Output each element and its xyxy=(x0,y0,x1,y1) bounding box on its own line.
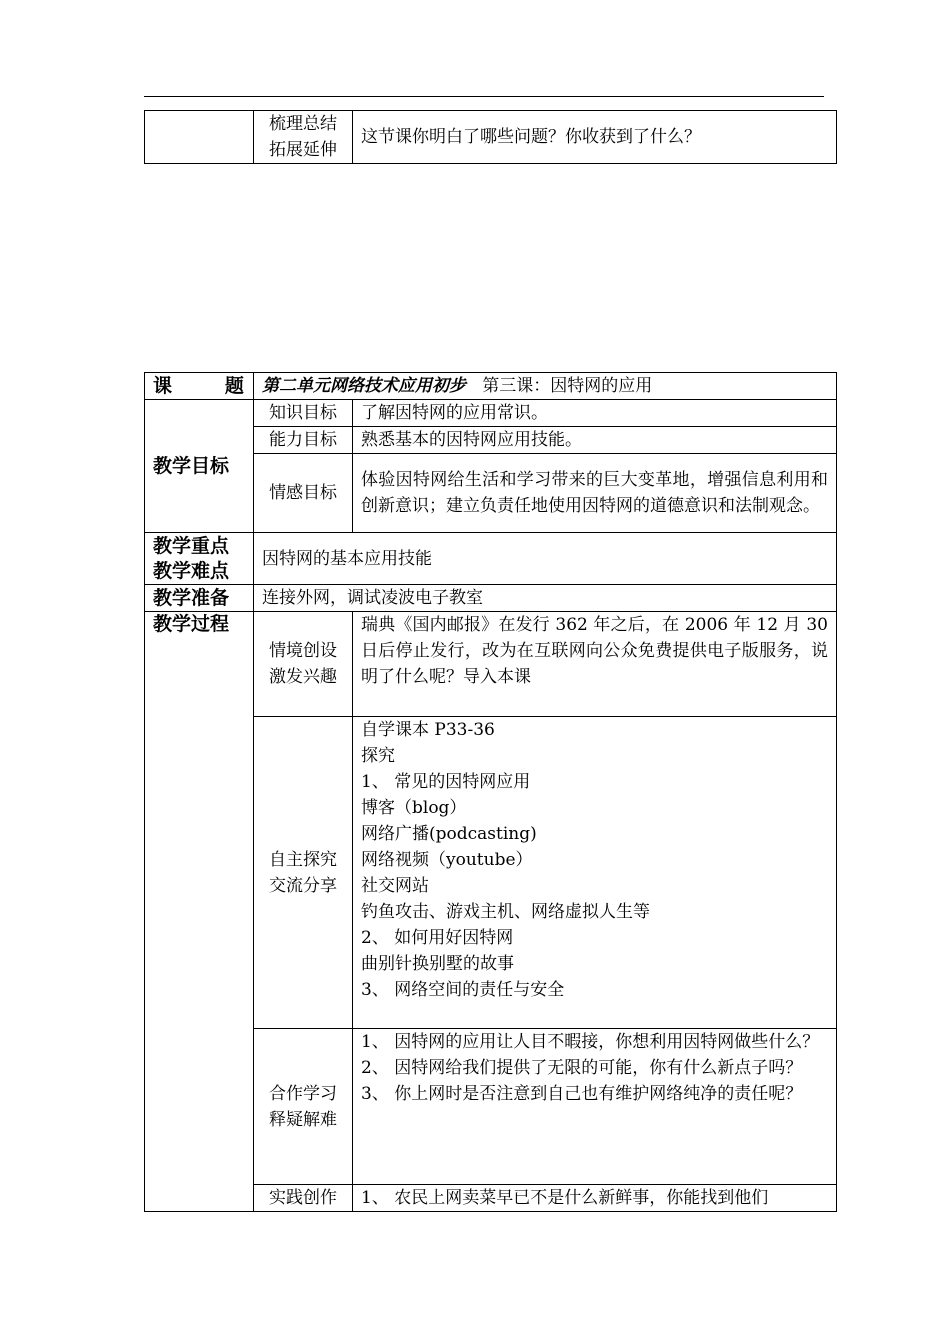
stage2-label-line1: 自主探究 xyxy=(269,849,337,870)
goal-text-emotion: 体验因特网给生活和学习带来的巨大变革地，增强信息利用和创新意识；建立负责任地使用因特网的道德意识和法制观念。 xyxy=(353,454,837,533)
stage1-label-line1: 情境创设 xyxy=(269,641,337,661)
lesson-title: 第三课：因特网的应用 xyxy=(482,376,653,396)
key-row xyxy=(145,533,837,585)
stage2-line: 钓鱼攻击、游戏主机、网络虚拟人生等 xyxy=(361,902,650,922)
stage1-text: 瑞典《国内邮报》在发行 362 年之后，在 2006 年 12 月 30 日后停止发行，改为在互联网向公众免费提供电子版服务，说明了什么呢？导入本课 xyxy=(353,612,837,717)
stage3-item: 1、 因特网的应用让人目不暇接，你想利用因特网做些什么？ xyxy=(361,1032,820,1052)
stage2-line: 网络广播(podcasting) xyxy=(361,824,537,844)
prep-text: 连接外网，调试凌波电子教室 xyxy=(254,585,837,612)
stage2-label-line2: 交流分享 xyxy=(269,875,337,896)
stage2-label xyxy=(254,717,353,1029)
goal-label-knowledge: 知识目标 xyxy=(254,400,353,427)
stage1-label xyxy=(254,612,353,717)
process-label: 教学过程 xyxy=(145,612,254,1212)
stage2-line: 自学课本 P33-36 xyxy=(361,720,495,740)
stage2-line: 3、 网络空间的责任与安全 xyxy=(361,980,565,1000)
stage3-label-line2: 释疑解难 xyxy=(269,1109,337,1130)
summary-label xyxy=(254,111,353,164)
prep-label: 教学准备 xyxy=(145,585,254,612)
topic-label: 课 题 xyxy=(145,373,254,400)
key-label xyxy=(145,533,254,585)
stage2-line: 2、 如何用好因特网 xyxy=(361,928,514,948)
key-label-line1: 教学重点 xyxy=(153,534,230,557)
stage-row-1 xyxy=(145,612,837,717)
stage2-line: 曲别针换别墅的故事 xyxy=(361,954,514,974)
stage3-content xyxy=(353,1029,837,1185)
stage3-item: 2、 因特网给我们提供了无限的可能，你有什么新点子吗？ xyxy=(361,1058,803,1078)
topic-row xyxy=(145,373,837,400)
summary-label-line2: 拓展延伸 xyxy=(269,140,337,160)
goal-text-knowledge: 了解因特网的应用常识。 xyxy=(353,400,837,427)
stage3-item: 3、 你上网时是否注意到自己也有维护网络纯净的责任呢？ xyxy=(361,1084,803,1104)
stage2-line: 网络视频（youtube） xyxy=(361,850,533,870)
goals-label: 教学目标 xyxy=(145,400,254,533)
goal-row-knowledge xyxy=(145,400,837,427)
stage4-label: 实践创作 xyxy=(254,1185,353,1212)
stage3-label-line1: 合作学习 xyxy=(269,1083,337,1104)
stage3-label xyxy=(254,1029,353,1185)
key-text: 因特网的基本应用技能 xyxy=(254,533,837,585)
summary-row xyxy=(145,111,837,164)
key-label-line2: 教学难点 xyxy=(153,559,230,582)
goal-label-emotion: 情感目标 xyxy=(254,454,353,533)
goal-label-ability: 能力目标 xyxy=(254,427,353,454)
stage2-content xyxy=(353,717,837,1029)
stage1-label-line2: 激发兴趣 xyxy=(269,667,337,687)
lesson-plan-table xyxy=(144,372,837,1212)
empty-cell xyxy=(145,111,254,164)
stage2-line: 博客（blog） xyxy=(361,798,467,818)
unit-title: 第二单元网络技术应用初步 xyxy=(262,376,466,396)
stage2-line: 社交网站 xyxy=(361,876,429,896)
header-rule xyxy=(144,96,824,97)
stage2-line: 1、 常见的因特网应用 xyxy=(361,772,531,792)
goal-text-ability: 熟悉基本的因特网应用技能。 xyxy=(353,427,837,454)
stage4-text: 1、 农民上网卖菜早已不是什么新鲜事，你能找到他们 xyxy=(353,1185,837,1212)
prep-row xyxy=(145,585,837,612)
stage2-line: 探究 xyxy=(361,746,395,766)
summary-content: 这节课你明白了哪些问题？你收获到了什么？ xyxy=(353,111,837,164)
topic-cell xyxy=(254,373,837,400)
summary-table xyxy=(144,110,837,164)
summary-label-line1: 梳理总结 xyxy=(269,114,337,134)
